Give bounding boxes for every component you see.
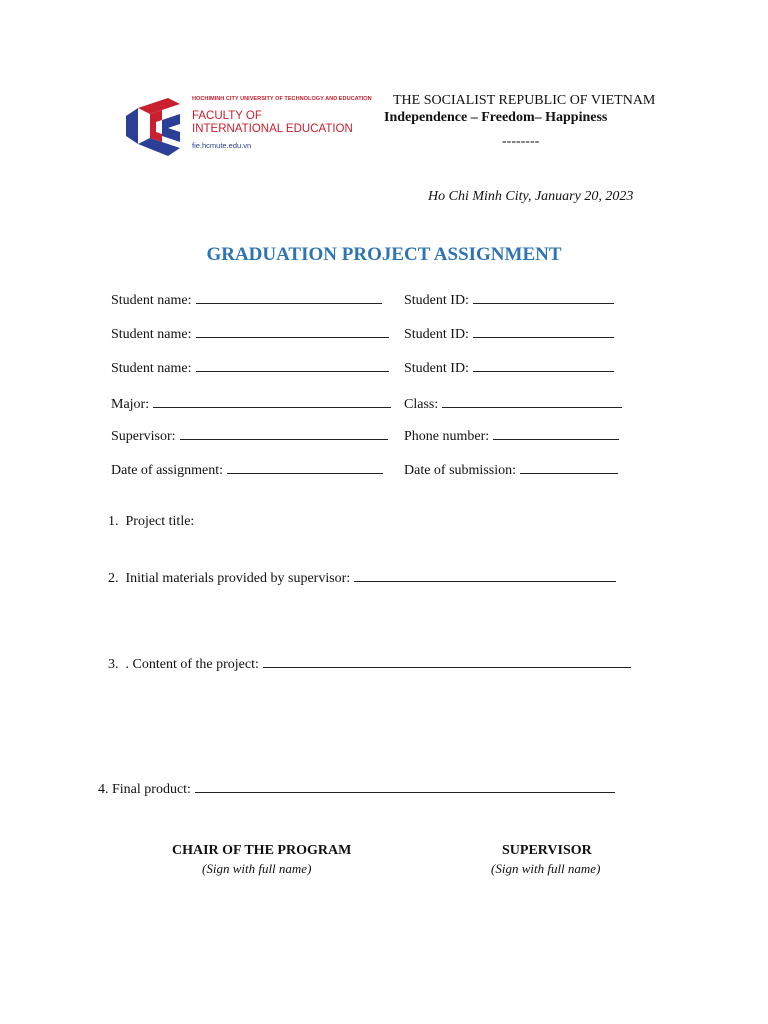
logo-mark-icon <box>122 94 186 158</box>
student-id-1-field[interactable] <box>404 289 614 309</box>
item2-label: Initial materials provided by supervisor: <box>125 571 351 586</box>
item-project-title[interactable] <box>108 514 194 530</box>
motto: Independence – Freedom– Happiness <box>384 110 608 125</box>
item3-line[interactable] <box>263 653 631 668</box>
class-label: Class: <box>404 397 439 412</box>
logo-faculty-line2: INTERNATIONAL EDUCATION <box>192 123 353 135</box>
student-id-2-field[interactable] <box>404 323 614 343</box>
item4-label: 4. Final product: <box>98 782 191 797</box>
date-assignment-field[interactable] <box>111 459 383 479</box>
student-name-1-line[interactable] <box>196 289 382 304</box>
chair-signature-title: CHAIR OF THE PROGRAM <box>172 843 352 858</box>
item-project-content[interactable] <box>108 653 631 673</box>
student-name-1-field[interactable] <box>111 289 382 309</box>
date-assignment-label: Date of assignment: <box>111 463 223 478</box>
header-divider: -------- <box>502 134 540 149</box>
student-name-1-label: Student name: <box>111 293 192 308</box>
student-name-2-field[interactable] <box>111 323 389 343</box>
student-name-3-line[interactable] <box>196 357 389 372</box>
major-field[interactable] <box>111 393 391 413</box>
item1-number: 1. <box>108 514 119 529</box>
item4-line[interactable] <box>195 778 615 793</box>
faculty-logo <box>116 92 372 160</box>
date-submission-label: Date of submission: <box>404 463 516 478</box>
major-line[interactable] <box>153 393 391 408</box>
republic-heading: THE SOCIALIST REPUBLIC OF VIETNAM <box>393 93 656 108</box>
student-id-3-field[interactable] <box>404 357 614 377</box>
phone-field[interactable] <box>404 425 619 445</box>
class-line[interactable] <box>442 393 622 408</box>
logo-website: fie.hcmute.edu.vn <box>192 141 252 150</box>
student-id-2-label: Student ID: <box>404 327 469 342</box>
item3-number: 3. <box>108 657 119 672</box>
major-label: Major: <box>111 397 150 412</box>
student-id-1-label: Student ID: <box>404 293 469 308</box>
supervisor-signature-note: (Sign with full name) <box>491 861 601 876</box>
student-name-3-label: Student name: <box>111 361 192 376</box>
item-initial-materials[interactable] <box>108 567 616 587</box>
logo-faculty-line1: FACULTY OF <box>192 110 262 122</box>
logo-university-text: HOCHIMINH CITY UNIVERSITY OF TECHNOLOGY AND EDUCATION <box>192 96 372 102</box>
student-id-2-line[interactable] <box>473 323 614 338</box>
item1-label: Project title: <box>125 514 195 529</box>
item-final-product[interactable] <box>98 778 615 798</box>
supervisor-line[interactable] <box>180 425 388 440</box>
item2-line[interactable] <box>354 567 616 582</box>
date-submission-line[interactable] <box>520 459 618 474</box>
student-id-1-line[interactable] <box>473 289 614 304</box>
page-title: GRADUATION PROJECT ASSIGNMENT <box>206 244 562 265</box>
supervisor-label: Supervisor: <box>111 429 176 444</box>
date-submission-field[interactable] <box>404 459 618 479</box>
supervisor-signature-title: SUPERVISOR <box>502 843 592 858</box>
item2-number: 2. <box>108 571 119 586</box>
student-id-3-line[interactable] <box>473 357 614 372</box>
phone-label: Phone number: <box>404 429 490 444</box>
student-id-3-label: Student ID: <box>404 361 469 376</box>
phone-line[interactable] <box>493 425 619 440</box>
student-name-2-line[interactable] <box>196 323 389 338</box>
student-name-3-field[interactable] <box>111 357 389 377</box>
student-name-2-label: Student name: <box>111 327 192 342</box>
class-field[interactable] <box>404 393 622 413</box>
supervisor-field[interactable] <box>111 425 388 445</box>
item3-label: . Content of the project: <box>125 657 259 672</box>
date-assignment-line[interactable] <box>227 459 383 474</box>
chair-signature-note: (Sign with full name) <box>202 861 312 876</box>
document-date: Ho Chi Minh City, January 20, 2023 <box>428 189 634 204</box>
